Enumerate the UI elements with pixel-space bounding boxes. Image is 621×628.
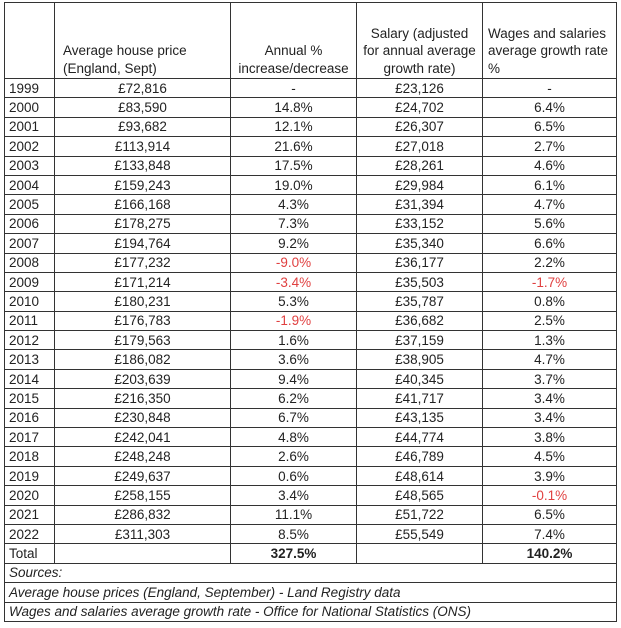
house-price-cell: £242,041 — [55, 428, 231, 447]
annual-change-cell: 14.8% — [231, 98, 357, 117]
table-row — [5, 98, 617, 117]
wage-growth-cell: 7.4% — [483, 524, 617, 543]
annual-change-cell: -3.4% — [231, 272, 357, 291]
house-price-cell: £180,231 — [55, 292, 231, 311]
wage-growth-cell: 3.7% — [483, 369, 617, 388]
table-row — [5, 195, 617, 214]
house-price-cell: £83,590 — [55, 98, 231, 117]
table-row — [5, 408, 617, 427]
table-row — [5, 272, 617, 291]
year-cell: 1999 — [5, 79, 55, 98]
house-price-cell: £177,232 — [55, 253, 231, 272]
annual-change-cell: 4.8% — [231, 428, 357, 447]
salary-cell: £41,717 — [357, 389, 483, 408]
wage-growth-cell: 3.8% — [483, 428, 617, 447]
annual-change-cell: 3.4% — [231, 486, 357, 505]
house-price-cell: £113,914 — [55, 137, 231, 156]
year-cell: 2021 — [5, 505, 55, 524]
table-row — [5, 350, 617, 369]
annual-change-cell: 11.1% — [231, 505, 357, 524]
annual-change-cell: 2.6% — [231, 447, 357, 466]
wage-growth-cell: 2.2% — [483, 253, 617, 272]
total-label: Total — [5, 544, 55, 563]
house-price-cell: £286,832 — [55, 505, 231, 524]
annual-change-cell: -1.9% — [231, 311, 357, 330]
sources-row — [5, 563, 617, 582]
salary-cell: £36,177 — [357, 253, 483, 272]
year-cell: 2000 — [5, 98, 55, 117]
annual-change-cell: 6.2% — [231, 389, 357, 408]
house-price-cell: £249,637 — [55, 466, 231, 485]
header-salary: Salary (adjusted for annual average growth rate) — [357, 3, 483, 79]
annual-change-cell: 1.6% — [231, 331, 357, 350]
year-cell: 2015 — [5, 389, 55, 408]
annual-change-cell: 5.3% — [231, 292, 357, 311]
salary-cell: £44,774 — [357, 428, 483, 447]
annual-change-cell: 8.5% — [231, 524, 357, 543]
annual-change-cell: 7.3% — [231, 214, 357, 233]
table-row — [5, 389, 617, 408]
salary-cell: £23,126 — [357, 79, 483, 98]
table-row — [5, 466, 617, 485]
salary-cell: £38,905 — [357, 350, 483, 369]
table-row — [5, 117, 617, 136]
salary-cell: £35,340 — [357, 234, 483, 253]
wage-growth-cell: 4.6% — [483, 156, 617, 175]
total-price — [55, 544, 231, 563]
salary-cell: £35,787 — [357, 292, 483, 311]
salary-cell: £33,152 — [357, 214, 483, 233]
house-price-cell: £133,848 — [55, 156, 231, 175]
source-wages: Wages and salaries average growth rate - Office for National Statistics (ONS) — [5, 602, 617, 621]
annual-change-cell: 21.6% — [231, 137, 357, 156]
table-row — [5, 175, 617, 194]
year-cell: 2020 — [5, 486, 55, 505]
year-cell: 2002 — [5, 137, 55, 156]
year-cell: 2012 — [5, 331, 55, 350]
salary-cell: £37,159 — [357, 331, 483, 350]
wage-growth-cell: 6.1% — [483, 175, 617, 194]
house-price-cell: £166,168 — [55, 195, 231, 214]
annual-change-cell: 17.5% — [231, 156, 357, 175]
salary-cell: £31,394 — [357, 195, 483, 214]
salary-cell: £29,984 — [357, 175, 483, 194]
table-row — [5, 79, 617, 98]
table-body — [5, 79, 617, 544]
salary-cell: £48,614 — [357, 466, 483, 485]
table-row — [5, 214, 617, 233]
annual-change-cell: 6.7% — [231, 408, 357, 427]
year-cell: 2014 — [5, 369, 55, 388]
year-cell: 2006 — [5, 214, 55, 233]
wage-growth-cell: - — [483, 79, 617, 98]
table-row — [5, 486, 617, 505]
year-cell: 2003 — [5, 156, 55, 175]
house-price-cell: £186,082 — [55, 350, 231, 369]
wage-growth-cell: 4.7% — [483, 195, 617, 214]
salary-cell: £35,503 — [357, 272, 483, 291]
year-cell: 2013 — [5, 350, 55, 369]
house-price-cell: £93,682 — [55, 117, 231, 136]
salary-cell: £40,345 — [357, 369, 483, 388]
table-row — [5, 524, 617, 543]
header-house-price: Average house price (England, Sept) — [55, 3, 231, 79]
wage-growth-cell: 3.4% — [483, 408, 617, 427]
annual-change-cell: 9.2% — [231, 234, 357, 253]
salary-cell: £46,789 — [357, 447, 483, 466]
table-row — [5, 292, 617, 311]
header-year — [5, 3, 55, 79]
wage-growth-cell: 6.5% — [483, 117, 617, 136]
wage-growth-cell: 4.5% — [483, 447, 617, 466]
wage-growth-cell: 2.5% — [483, 311, 617, 330]
total-change: 327.5% — [231, 544, 357, 563]
wage-growth-cell: 0.8% — [483, 292, 617, 311]
annual-change-cell: -9.0% — [231, 253, 357, 272]
annual-change-cell: - — [231, 79, 357, 98]
source-house-prices: Average house prices (England, September) - Land Registry data — [5, 583, 617, 602]
year-cell: 2017 — [5, 428, 55, 447]
total-growth: 140.2% — [483, 544, 617, 563]
year-cell: 2011 — [5, 311, 55, 330]
sources-label: Sources: — [5, 563, 617, 582]
wage-growth-cell: 6.4% — [483, 98, 617, 117]
house-price-cell: £72,816 — [55, 79, 231, 98]
salary-cell: £36,682 — [357, 311, 483, 330]
year-cell: 2009 — [5, 272, 55, 291]
salary-cell: £24,702 — [357, 98, 483, 117]
year-cell: 2001 — [5, 117, 55, 136]
house-price-cell: £230,848 — [55, 408, 231, 427]
table-row — [5, 137, 617, 156]
table-row — [5, 331, 617, 350]
annual-change-cell: 9.4% — [231, 369, 357, 388]
wage-growth-cell: 1.3% — [483, 331, 617, 350]
house-price-cell: £171,214 — [55, 272, 231, 291]
table-row — [5, 253, 617, 272]
salary-cell: £28,261 — [357, 156, 483, 175]
house-price-cell: £311,303 — [55, 524, 231, 543]
house-price-cell: £248,248 — [55, 447, 231, 466]
salary-cell: £55,549 — [357, 524, 483, 543]
table-row — [5, 156, 617, 175]
total-row — [5, 544, 617, 563]
year-cell: 2022 — [5, 524, 55, 543]
wage-growth-cell: 6.6% — [483, 234, 617, 253]
wage-growth-cell: 2.7% — [483, 137, 617, 156]
year-cell: 2008 — [5, 253, 55, 272]
table-row — [5, 234, 617, 253]
wage-growth-cell: 3.4% — [483, 389, 617, 408]
house-price-cell: £194,764 — [55, 234, 231, 253]
house-price-cell: £258,155 — [55, 486, 231, 505]
house-price-cell: £203,639 — [55, 369, 231, 388]
table-row — [5, 369, 617, 388]
table-row — [5, 447, 617, 466]
year-cell: 2007 — [5, 234, 55, 253]
salary-cell: £43,135 — [357, 408, 483, 427]
house-price-cell: £178,275 — [55, 214, 231, 233]
wage-growth-cell: 5.6% — [483, 214, 617, 233]
table-row — [5, 428, 617, 447]
house-price-salary-table — [4, 2, 617, 622]
wage-growth-cell: 3.9% — [483, 466, 617, 485]
house-price-cell: £159,243 — [55, 175, 231, 194]
total-salary — [357, 544, 483, 563]
header-annual-change: Annual % increase/decrease — [231, 3, 357, 79]
year-cell: 2005 — [5, 195, 55, 214]
source-row-ons — [5, 602, 617, 621]
year-cell: 2018 — [5, 447, 55, 466]
salary-cell: £48,565 — [357, 486, 483, 505]
header-wage-growth: Wages and salaries average growth rate % — [483, 3, 617, 79]
wage-growth-cell: 4.7% — [483, 350, 617, 369]
salary-cell: £51,722 — [357, 505, 483, 524]
salary-cell: £27,018 — [357, 137, 483, 156]
wage-growth-cell: -1.7% — [483, 272, 617, 291]
year-cell: 2016 — [5, 408, 55, 427]
annual-change-cell: 12.1% — [231, 117, 357, 136]
annual-change-cell: 4.3% — [231, 195, 357, 214]
table-row — [5, 311, 617, 330]
house-price-cell: £216,350 — [55, 389, 231, 408]
header-row — [5, 3, 617, 79]
annual-change-cell: 19.0% — [231, 175, 357, 194]
wage-growth-cell: -0.1% — [483, 486, 617, 505]
house-price-cell: £179,563 — [55, 331, 231, 350]
salary-cell: £26,307 — [357, 117, 483, 136]
wage-growth-cell: 6.5% — [483, 505, 617, 524]
year-cell: 2019 — [5, 466, 55, 485]
year-cell: 2010 — [5, 292, 55, 311]
annual-change-cell: 3.6% — [231, 350, 357, 369]
source-row-land-registry — [5, 583, 617, 602]
annual-change-cell: 0.6% — [231, 466, 357, 485]
year-cell: 2004 — [5, 175, 55, 194]
table-row — [5, 505, 617, 524]
house-price-cell: £176,783 — [55, 311, 231, 330]
